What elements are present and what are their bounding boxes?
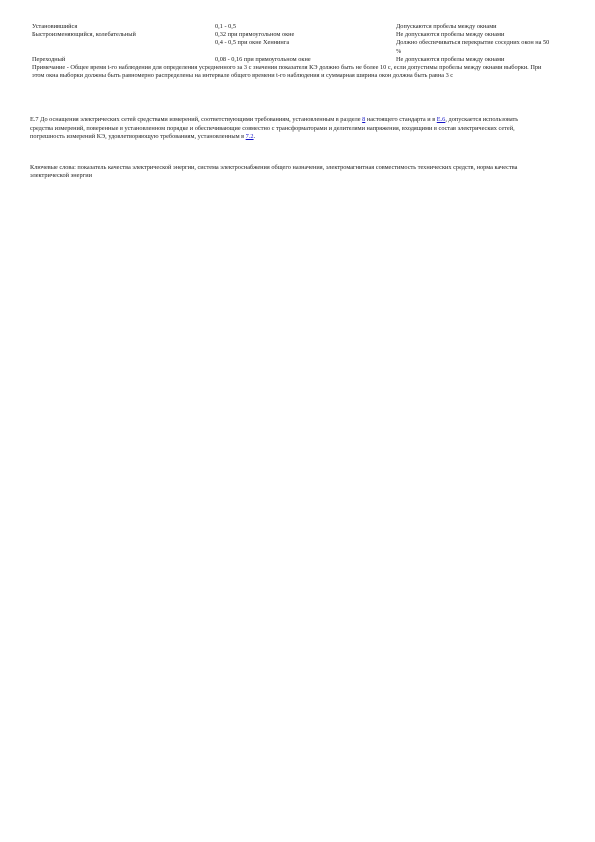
gaps-cell: Не допускаются пробелы между окнами bbox=[396, 55, 505, 63]
document-page bbox=[30, 0, 552, 180]
parameter-cell bbox=[30, 39, 213, 55]
keywords-paragraph: Ключевые слова: показатель качества электрической энергии, система электроснабжения общего назначения, электромагнитная совместимость технических средств, норма качества электрической энергии bbox=[30, 164, 518, 180]
clause-e6-link[interactable]: Е.6 bbox=[436, 116, 446, 124]
table-note: Примечание - Общее время t-го наблюдения для определения усредненного за 3 с значения показателя КЭ должно быть не более 10 с, если допустимы пробелы между окнами выборки. При этом окна выборки должны быть равномерно распределены на интервале общего времени t-го наблюдения и суммарная ширина окон должна быть равна 3 с bbox=[32, 64, 542, 80]
clause-text: . bbox=[253, 132, 256, 140]
clause-text: , допускается использовать средства измерений, поверенные в установленном порядке и обеспечивающие совместно с трансформаторами и делителями напряжения, входящими в состав электрических сетей, погрешность измерений КЭ, удовлетворяющую требованиям, установленным в bbox=[30, 116, 519, 140]
clause-text: настоящего стандарта и в bbox=[365, 116, 437, 124]
clause-e7 bbox=[30, 116, 552, 141]
clause-7-2-link[interactable]: 7.2 bbox=[245, 132, 254, 140]
window-duration-cell: 0,32 при прямоугольном окне bbox=[215, 31, 295, 39]
parameter-cell: Переходный bbox=[32, 55, 66, 63]
gaps-cell: Допускаются пробелы между окнами bbox=[396, 23, 497, 30]
table-row bbox=[30, 39, 552, 55]
parameter-cell: Быстроизменяющийся, колебательный bbox=[32, 31, 136, 39]
gaps-cell: Не допускаются пробелы между окнами bbox=[396, 31, 505, 39]
window-duration-cell: 0,1 - 0,5 bbox=[215, 23, 236, 30]
table-note-row bbox=[30, 64, 552, 80]
table-row bbox=[30, 31, 552, 39]
parameter-cell: Установившийся bbox=[32, 23, 78, 30]
measurement-window-table bbox=[30, 23, 552, 80]
table-row bbox=[30, 56, 552, 64]
gaps-cell: Должно обеспечиваться перекрытие соседних окон на 50 % bbox=[396, 39, 550, 55]
window-duration-cell: 0,08 - 0,16 при прямоугольном окне bbox=[215, 55, 311, 63]
clause-text: Е.7 До оснащения электрических сетей средствами измерений, соответствующими требованиям, установленным в разделе bbox=[30, 116, 363, 124]
section-8-link[interactable]: 8 bbox=[362, 116, 366, 124]
window-duration-cell: 0,4 - 0,5 при окне Хеннинга bbox=[215, 39, 290, 47]
table-row bbox=[30, 23, 552, 31]
